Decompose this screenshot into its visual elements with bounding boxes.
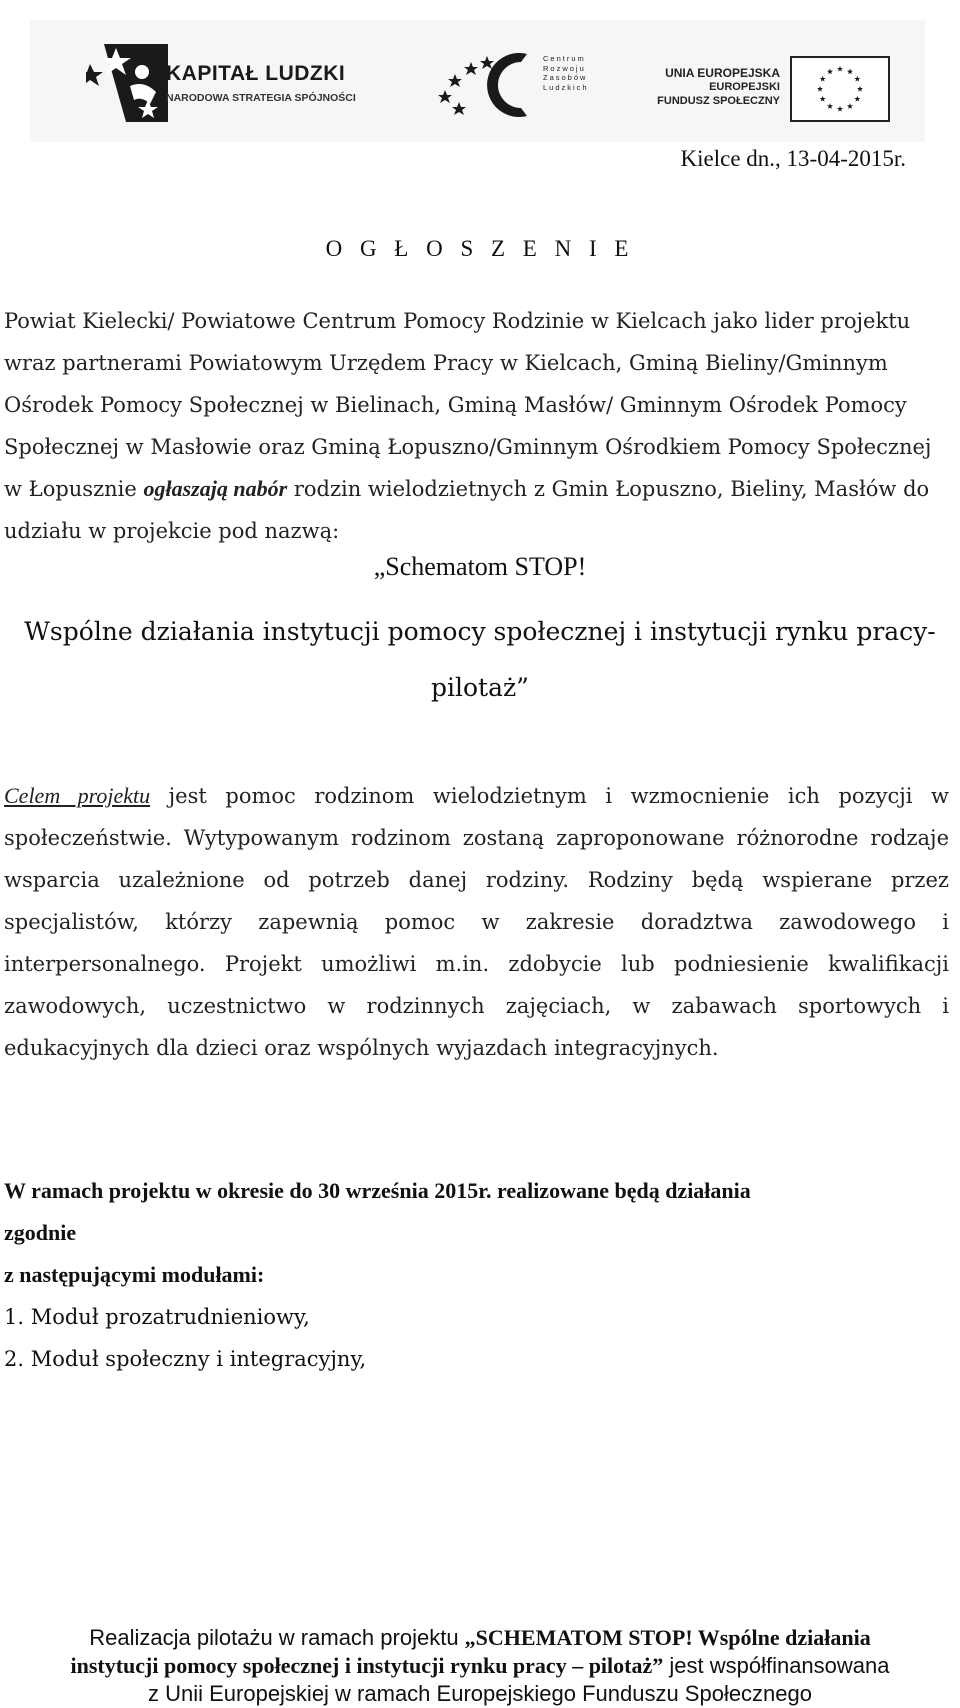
eu-star xyxy=(847,103,853,109)
intro-text: Powiat Kielecki/ Powiatowe Centrum Pomocy Rodzinie w Kielcach jako lider projektu wraz partnerami Powiatowym Urzędem Pracy w Kielcach, Gminą Bieliny/Gminnym Ośrodek Pomocy Społecznej w Bielinach, Gminą Masłów/ Gminnym Ośrodek Pomocy Społecznej w Masłowie oraz Gminą Łopuszno/Gminnym Ośrodkiem Pomocy Społecznej w Łopusznie xyxy=(4,309,932,501)
footer-text: Realizacja pilotażu w ramach projektu xyxy=(89,1625,465,1650)
goal-lead: Celem projektu xyxy=(4,783,151,808)
footer-project-name: „SCHEMATOM STOP! Wspólne działania xyxy=(464,1625,871,1650)
eu-star xyxy=(820,96,826,102)
crzl-line: Centrum xyxy=(543,54,586,63)
module-item: 2. Moduł społeczny i integracyjny, xyxy=(4,1347,367,1371)
eu-text xyxy=(640,66,780,108)
module-item: 1. Moduł prozatrudnieniowy, xyxy=(4,1305,310,1329)
footer-text-cont: jest współfinansowana xyxy=(663,1653,890,1678)
eu-star xyxy=(854,96,860,102)
kapital-ludzki-emblem-icon xyxy=(86,42,170,124)
modules-intro-line: zgodnie xyxy=(4,1220,77,1245)
crzl-emblem-icon xyxy=(435,44,555,126)
eu-line: UNIA EUROPEJSKA xyxy=(665,66,780,80)
kapital-ludzki-subtitle: NARODOWA STRATEGIA SPÓJNOŚCI xyxy=(166,92,356,104)
eu-flag-icon xyxy=(790,56,890,122)
modules-section xyxy=(4,1170,949,1380)
crzl-line: Ludzkich xyxy=(543,82,589,92)
document-date: Kielce dn., 13-04-2015r. xyxy=(680,146,906,171)
crzl-logo xyxy=(435,44,625,126)
eu-star xyxy=(827,103,833,109)
footer-project-name-cont: instytucji pomocy społecznej i instytucji rynku pracy – pilotaż” xyxy=(70,1653,664,1678)
eu-star xyxy=(837,66,843,72)
project-name: „Schematom STOP! xyxy=(373,552,587,581)
intro-text-end: rodzin wielodzietnych z Gmin Łopuszno, Bieliny, Masłów do udziału w projekcie pod nazwą: xyxy=(4,477,930,543)
modules-intro-line: W ramach projektu w okresie do 30 września 2015r. realizowane będą działania xyxy=(4,1178,751,1203)
page-title: O G Ł O S Z E N I E xyxy=(325,236,635,261)
eu-star xyxy=(854,76,860,82)
intro-emphasis: ogłaszają nabór xyxy=(143,476,288,501)
eu-star xyxy=(847,68,853,74)
footer-text-end: z Unii Europejskiej w ramach Europejskiego Funduszu Społecznego xyxy=(147,1681,813,1706)
eu-line: EUROPEJSKI xyxy=(709,81,780,93)
intro-paragraph xyxy=(4,300,949,552)
goal-paragraph xyxy=(4,775,949,1069)
logo-bar xyxy=(30,20,925,142)
eu-star xyxy=(820,76,826,82)
crzl-name xyxy=(543,54,589,92)
eu-star xyxy=(857,86,863,92)
crzl-line: Zasobów xyxy=(543,73,588,82)
project-subtitle-line2: pilotaż” xyxy=(431,673,529,702)
eu-logo xyxy=(630,50,930,130)
kapital-ludzki-logo xyxy=(56,38,416,128)
project-subtitle xyxy=(0,604,960,716)
eu-line: FUNDUSZ SPOŁECZNY xyxy=(657,95,780,107)
eu-star xyxy=(827,68,833,74)
modules-intro-line: z następującymi modułami: xyxy=(4,1262,265,1287)
goal-text: jest pomoc rodzinom wielodzietnym i wzmocnienie ich pozycji w społeczeństwie. Wytypowanym rodzinom zostaną zaproponowane różnorodne rodzaje wsparcia uzależnione od potrzeb danej rodziny. Rodziny będą wspierane przez specjalistów, którzy zapewnią pomoc w zakresie doradztwa zawodowego i interpersonalnego. Projekt umożliwi m.in. zdobycie lub podniesienie kwalifikacji zawodowych, uczestnictwo w rodzinnych zajęciach, w zabawach sportowych i edukacyjnych dla dzieci oraz wspólnych wyjazdach integracyjnych. xyxy=(4,784,949,1060)
project-subtitle-line1: Wspólne działania instytucji pomocy społecznej i instytucji rynku pracy- xyxy=(24,617,936,646)
eu-star xyxy=(817,86,823,92)
footer-funding-note xyxy=(0,1624,960,1708)
eu-star xyxy=(837,106,843,112)
kapital-ludzki-title: KAPITAŁ LUDZKI xyxy=(166,62,346,85)
crzl-line: Rozwoju xyxy=(543,63,586,73)
